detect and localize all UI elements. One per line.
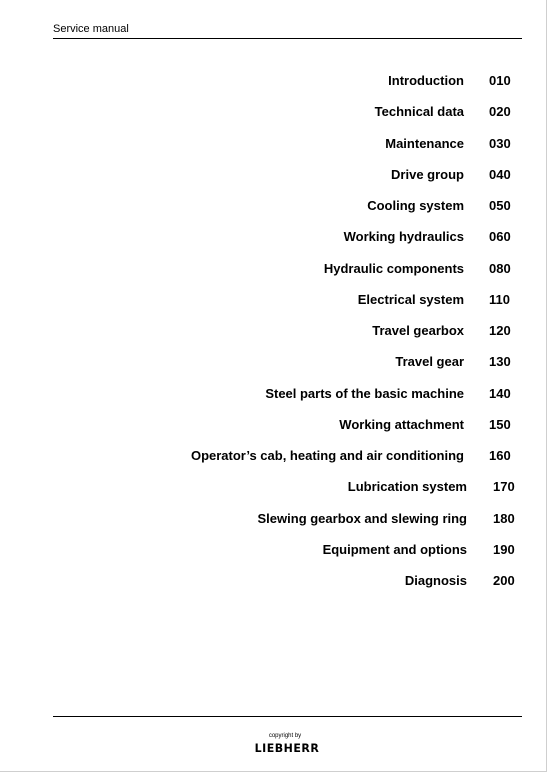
toc-entry-title: Technical data (374, 104, 464, 119)
toc-entry-code: 180 (493, 511, 515, 526)
toc-entry-title: Diagnosis (404, 573, 467, 588)
toc-entry (0, 541, 548, 559)
toc-entry (0, 416, 548, 434)
toc-entry-code: 060 (489, 229, 511, 244)
toc-entry-code: 030 (489, 136, 511, 151)
toc-entry-title: Slewing gearbox and slewing ring (257, 511, 467, 526)
toc-entry (0, 260, 548, 278)
footer-divider (53, 716, 522, 717)
toc-entry-title: Hydraulic components (323, 261, 464, 276)
copyright-text: copyright by (268, 733, 302, 739)
toc-entry-code: 040 (489, 167, 511, 182)
toc-entry-code: 160 (489, 448, 511, 463)
toc-entry-code: 170 (493, 479, 515, 494)
toc-entry-code: 140 (489, 386, 511, 401)
toc-entry (0, 447, 548, 465)
toc-entry-code: 200 (493, 573, 515, 588)
liebherr-logo: LIEBHERR (254, 741, 320, 756)
toc-entry (0, 291, 548, 309)
toc-entry-code: 130 (489, 354, 511, 369)
toc-entry (0, 353, 548, 371)
toc-entry-title: Equipment and options (322, 542, 467, 557)
toc-entry-title: Electrical system (357, 292, 464, 307)
page-header-title: Service manual (53, 23, 129, 35)
toc-entry (0, 228, 548, 246)
toc-entry-title: Introduction (388, 73, 464, 88)
toc-entry (0, 478, 548, 496)
toc-entry (0, 103, 548, 121)
toc-entry-code: 010 (489, 73, 511, 88)
toc-entry (0, 72, 548, 90)
toc-entry (0, 572, 548, 590)
toc-entry-title: Working attachment (339, 417, 464, 432)
header-divider (53, 38, 522, 39)
toc-entry-title: Maintenance (385, 136, 464, 151)
toc-entry-code: 190 (493, 542, 515, 557)
toc-entry (0, 135, 548, 153)
toc-entry-code: 120 (489, 323, 511, 338)
toc-entry-code: 080 (489, 261, 511, 276)
toc-entry-code: 110 (489, 292, 510, 307)
toc-entry-title: Lubrication system (347, 479, 467, 494)
toc-entry-title: Working hydraulics (343, 229, 464, 244)
toc-entry (0, 510, 548, 528)
toc-entry-title: Steel parts of the basic machine (265, 386, 464, 401)
toc-entry (0, 166, 548, 184)
toc-entry-title: Cooling system (367, 198, 464, 213)
toc-entry-title: Travel gear (395, 354, 464, 369)
toc-entry-title: Travel gearbox (372, 323, 464, 338)
toc-entry-code: 020 (489, 104, 511, 119)
toc-entry-title: Drive group (391, 167, 464, 182)
toc-entry (0, 322, 548, 340)
toc-entry-code: 150 (489, 417, 511, 432)
toc-entry (0, 385, 548, 403)
toc-entry-code: 050 (489, 198, 511, 213)
toc-entry-title: Operator’s cab, heating and air conditioning (190, 448, 464, 463)
toc-entry (0, 197, 548, 215)
